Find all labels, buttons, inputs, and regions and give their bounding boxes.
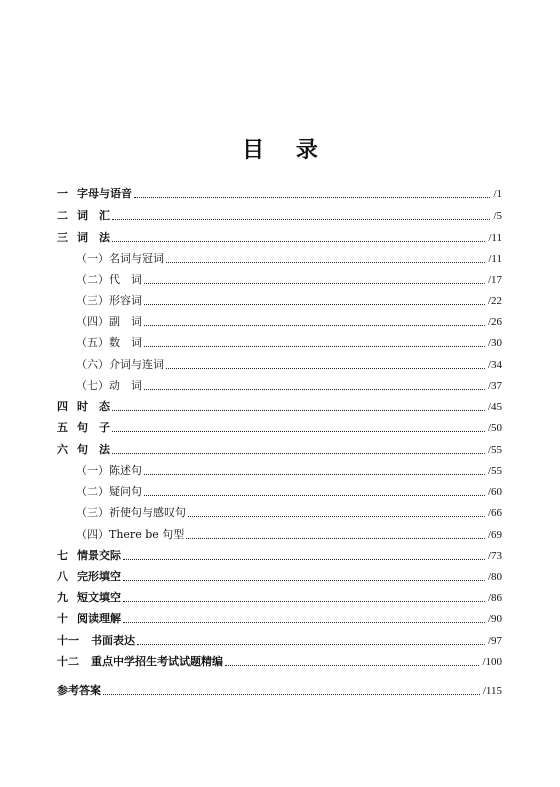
toc-entry[interactable] [57, 271, 502, 287]
toc-entry-number: 十 [57, 612, 68, 625]
dot-leader [103, 694, 480, 695]
toc-entry[interactable] [57, 377, 502, 393]
toc-entry[interactable] [57, 292, 502, 308]
toc-entry[interactable] [57, 398, 502, 414]
toc-entry-page: /50 [487, 422, 502, 434]
toc-entry[interactable] [57, 334, 502, 350]
toc-entry[interactable] [57, 547, 502, 563]
toc-entry-title: 副 词 [109, 315, 142, 328]
toc-entry-label [57, 421, 110, 435]
toc-entry[interactable] [57, 610, 502, 626]
toc-entry-page: /100 [482, 656, 502, 668]
dot-leader [123, 601, 485, 602]
toc-entry-title: 短文填空 [77, 591, 121, 604]
toc-entry-label [57, 187, 132, 201]
toc-entry-number: （四） [76, 315, 109, 328]
toc-entry-number: （三） [76, 506, 109, 519]
toc-entry-page: /90 [487, 613, 502, 625]
toc-entry-label [57, 252, 164, 266]
dot-leader [137, 644, 485, 645]
toc-entry[interactable] [57, 441, 502, 457]
dot-leader [144, 325, 485, 326]
toc-entry-label [57, 655, 223, 669]
toc-entry-page: /55 [487, 444, 502, 456]
toc-entry-title: 动 词 [109, 379, 142, 392]
toc-entry-label [57, 231, 110, 245]
toc-entry-number: 四 [57, 400, 68, 413]
dot-leader [188, 516, 485, 517]
toc-entry-label [57, 549, 121, 563]
toc-entry-page: /26 [487, 316, 502, 328]
toc-entry-number: （二） [76, 485, 109, 498]
toc-entry-number: （一） [76, 252, 109, 265]
toc-entry-page: /115 [482, 685, 502, 697]
toc-entry-page: /97 [487, 635, 502, 647]
dot-leader [112, 453, 485, 454]
toc-entry-label [57, 485, 142, 499]
toc-entry[interactable] [57, 504, 502, 520]
dot-leader [112, 431, 485, 432]
toc-entry-label [57, 612, 121, 626]
toc-entry-label [57, 273, 142, 287]
dot-leader [144, 304, 485, 305]
toc-entry-title: 情景交际 [77, 549, 121, 562]
dot-leader [112, 410, 485, 411]
toc-entry-page: /37 [487, 380, 502, 392]
toc-entry-number: 三 [57, 231, 68, 244]
toc-entry-page: /69 [487, 529, 502, 541]
toc-entry[interactable] [57, 568, 502, 584]
toc-entry-title: 重点中学招生考试试题精编 [91, 655, 223, 668]
toc-entry-page: /73 [487, 550, 502, 562]
toc-entry-label [57, 528, 184, 542]
dot-leader [123, 622, 485, 623]
toc-entry-number: （四） [76, 528, 109, 541]
toc-entry[interactable] [57, 419, 502, 435]
toc-entry-title: 祈使句与感叹句 [109, 506, 186, 519]
toc-entry[interactable] [57, 229, 502, 245]
dot-leader [144, 474, 485, 475]
dot-leader [123, 559, 485, 560]
toc-entry[interactable] [57, 207, 502, 223]
toc-entry-title: 形容词 [109, 294, 142, 307]
toc-entry-label [57, 684, 101, 698]
toc-entry-title: 名词与冠词 [109, 252, 164, 265]
toc-entry-number: 十一 [57, 634, 79, 647]
toc-entry-page: /45 [487, 401, 502, 413]
toc-entry-page: /1 [493, 188, 502, 200]
toc-entry-number: （二） [76, 273, 109, 286]
toc-entry[interactable] [57, 250, 502, 266]
toc-entry[interactable] [57, 483, 502, 499]
toc-entry-number: 八 [57, 570, 68, 583]
toc-entry-label [57, 336, 142, 350]
toc-entry-page: /34 [487, 359, 502, 371]
toc-entry[interactable] [57, 682, 502, 698]
toc-entry-page: /60 [487, 486, 502, 498]
toc-entry[interactable] [57, 462, 502, 478]
toc-entry-number: 十二 [57, 655, 79, 668]
toc-entry-number: （六） [76, 358, 109, 371]
toc-entry-title: There be 句型 [109, 528, 185, 541]
dot-leader [186, 538, 485, 539]
toc-entry-number: （一） [76, 464, 109, 477]
toc-entry-title: 数 词 [109, 336, 142, 349]
toc-entry-number: 七 [57, 549, 68, 562]
toc-entry-title: 参考答案 [57, 684, 101, 697]
dot-leader [123, 580, 485, 581]
toc-entry-label [57, 315, 142, 329]
toc-entry-page: /11 [488, 232, 502, 244]
dot-leader [112, 241, 485, 242]
toc-entry-page: /30 [487, 337, 502, 349]
toc-entry[interactable] [57, 653, 502, 669]
dot-leader [225, 665, 479, 666]
toc-entry-page: /55 [487, 465, 502, 477]
toc-entry-title: 词 法 [77, 231, 110, 244]
toc-entry-label [57, 591, 121, 605]
dot-leader [144, 346, 485, 347]
dot-leader [112, 219, 490, 220]
toc-entry[interactable] [57, 313, 502, 329]
toc-entry-page: /86 [487, 592, 502, 604]
toc-entry-title: 阅读理解 [77, 612, 121, 625]
toc-entry-title: 书面表达 [91, 634, 135, 647]
toc-entry[interactable] [57, 526, 502, 542]
page-title: 目 录 [242, 138, 330, 163]
dot-leader [144, 495, 485, 496]
toc-entry-page: /22 [487, 295, 502, 307]
toc-entry-title: 时 态 [77, 400, 110, 413]
toc-entry-title: 词 汇 [77, 209, 110, 222]
toc-entry-number: 二 [57, 209, 68, 222]
toc-entry-number: （七） [76, 379, 109, 392]
toc-entry-number: 九 [57, 591, 68, 604]
toc-entry-label [57, 294, 142, 308]
toc-entry-title: 完形填空 [77, 570, 121, 583]
toc-entry-title: 陈述句 [109, 464, 142, 477]
toc-entry-page: /66 [487, 507, 502, 519]
toc-entry-title: 疑问句 [109, 485, 142, 498]
toc-entry-number: 六 [57, 443, 68, 456]
toc-entry-number: （五） [76, 336, 109, 349]
toc-entry-title: 句 法 [77, 443, 110, 456]
toc-entry[interactable] [57, 185, 502, 201]
toc-entry-page: /11 [488, 253, 502, 265]
toc-entry-label [57, 443, 110, 457]
dot-leader [166, 368, 485, 369]
toc-entry-label [57, 400, 110, 414]
toc-entry-number: 一 [57, 187, 68, 200]
toc-entry-label [57, 358, 164, 372]
toc-entry-label [57, 634, 135, 648]
dot-leader [134, 197, 490, 198]
toc-entry-page: /5 [493, 210, 502, 222]
toc-entry-number: 五 [57, 421, 68, 434]
toc-entry[interactable] [57, 356, 502, 372]
dot-leader [144, 389, 485, 390]
toc-entry-label [57, 464, 142, 478]
toc-entry-label [57, 209, 110, 223]
toc-entry-label [57, 379, 142, 393]
toc-entry-page: /17 [487, 274, 502, 286]
toc-entry-title: 代 词 [109, 273, 142, 286]
dot-leader [166, 262, 485, 263]
dot-leader [144, 283, 485, 284]
toc-entry-number: （三） [76, 294, 109, 307]
toc-entry-title: 介词与连词 [109, 358, 164, 371]
toc-entry-title: 字母与语音 [77, 187, 132, 200]
toc-entry-title: 句 子 [77, 421, 110, 434]
toc-entry[interactable] [57, 589, 502, 605]
toc-entry[interactable] [57, 632, 502, 648]
toc-entry-label [57, 570, 121, 584]
toc-entry-label [57, 506, 186, 520]
toc-entry-page: /80 [487, 571, 502, 583]
